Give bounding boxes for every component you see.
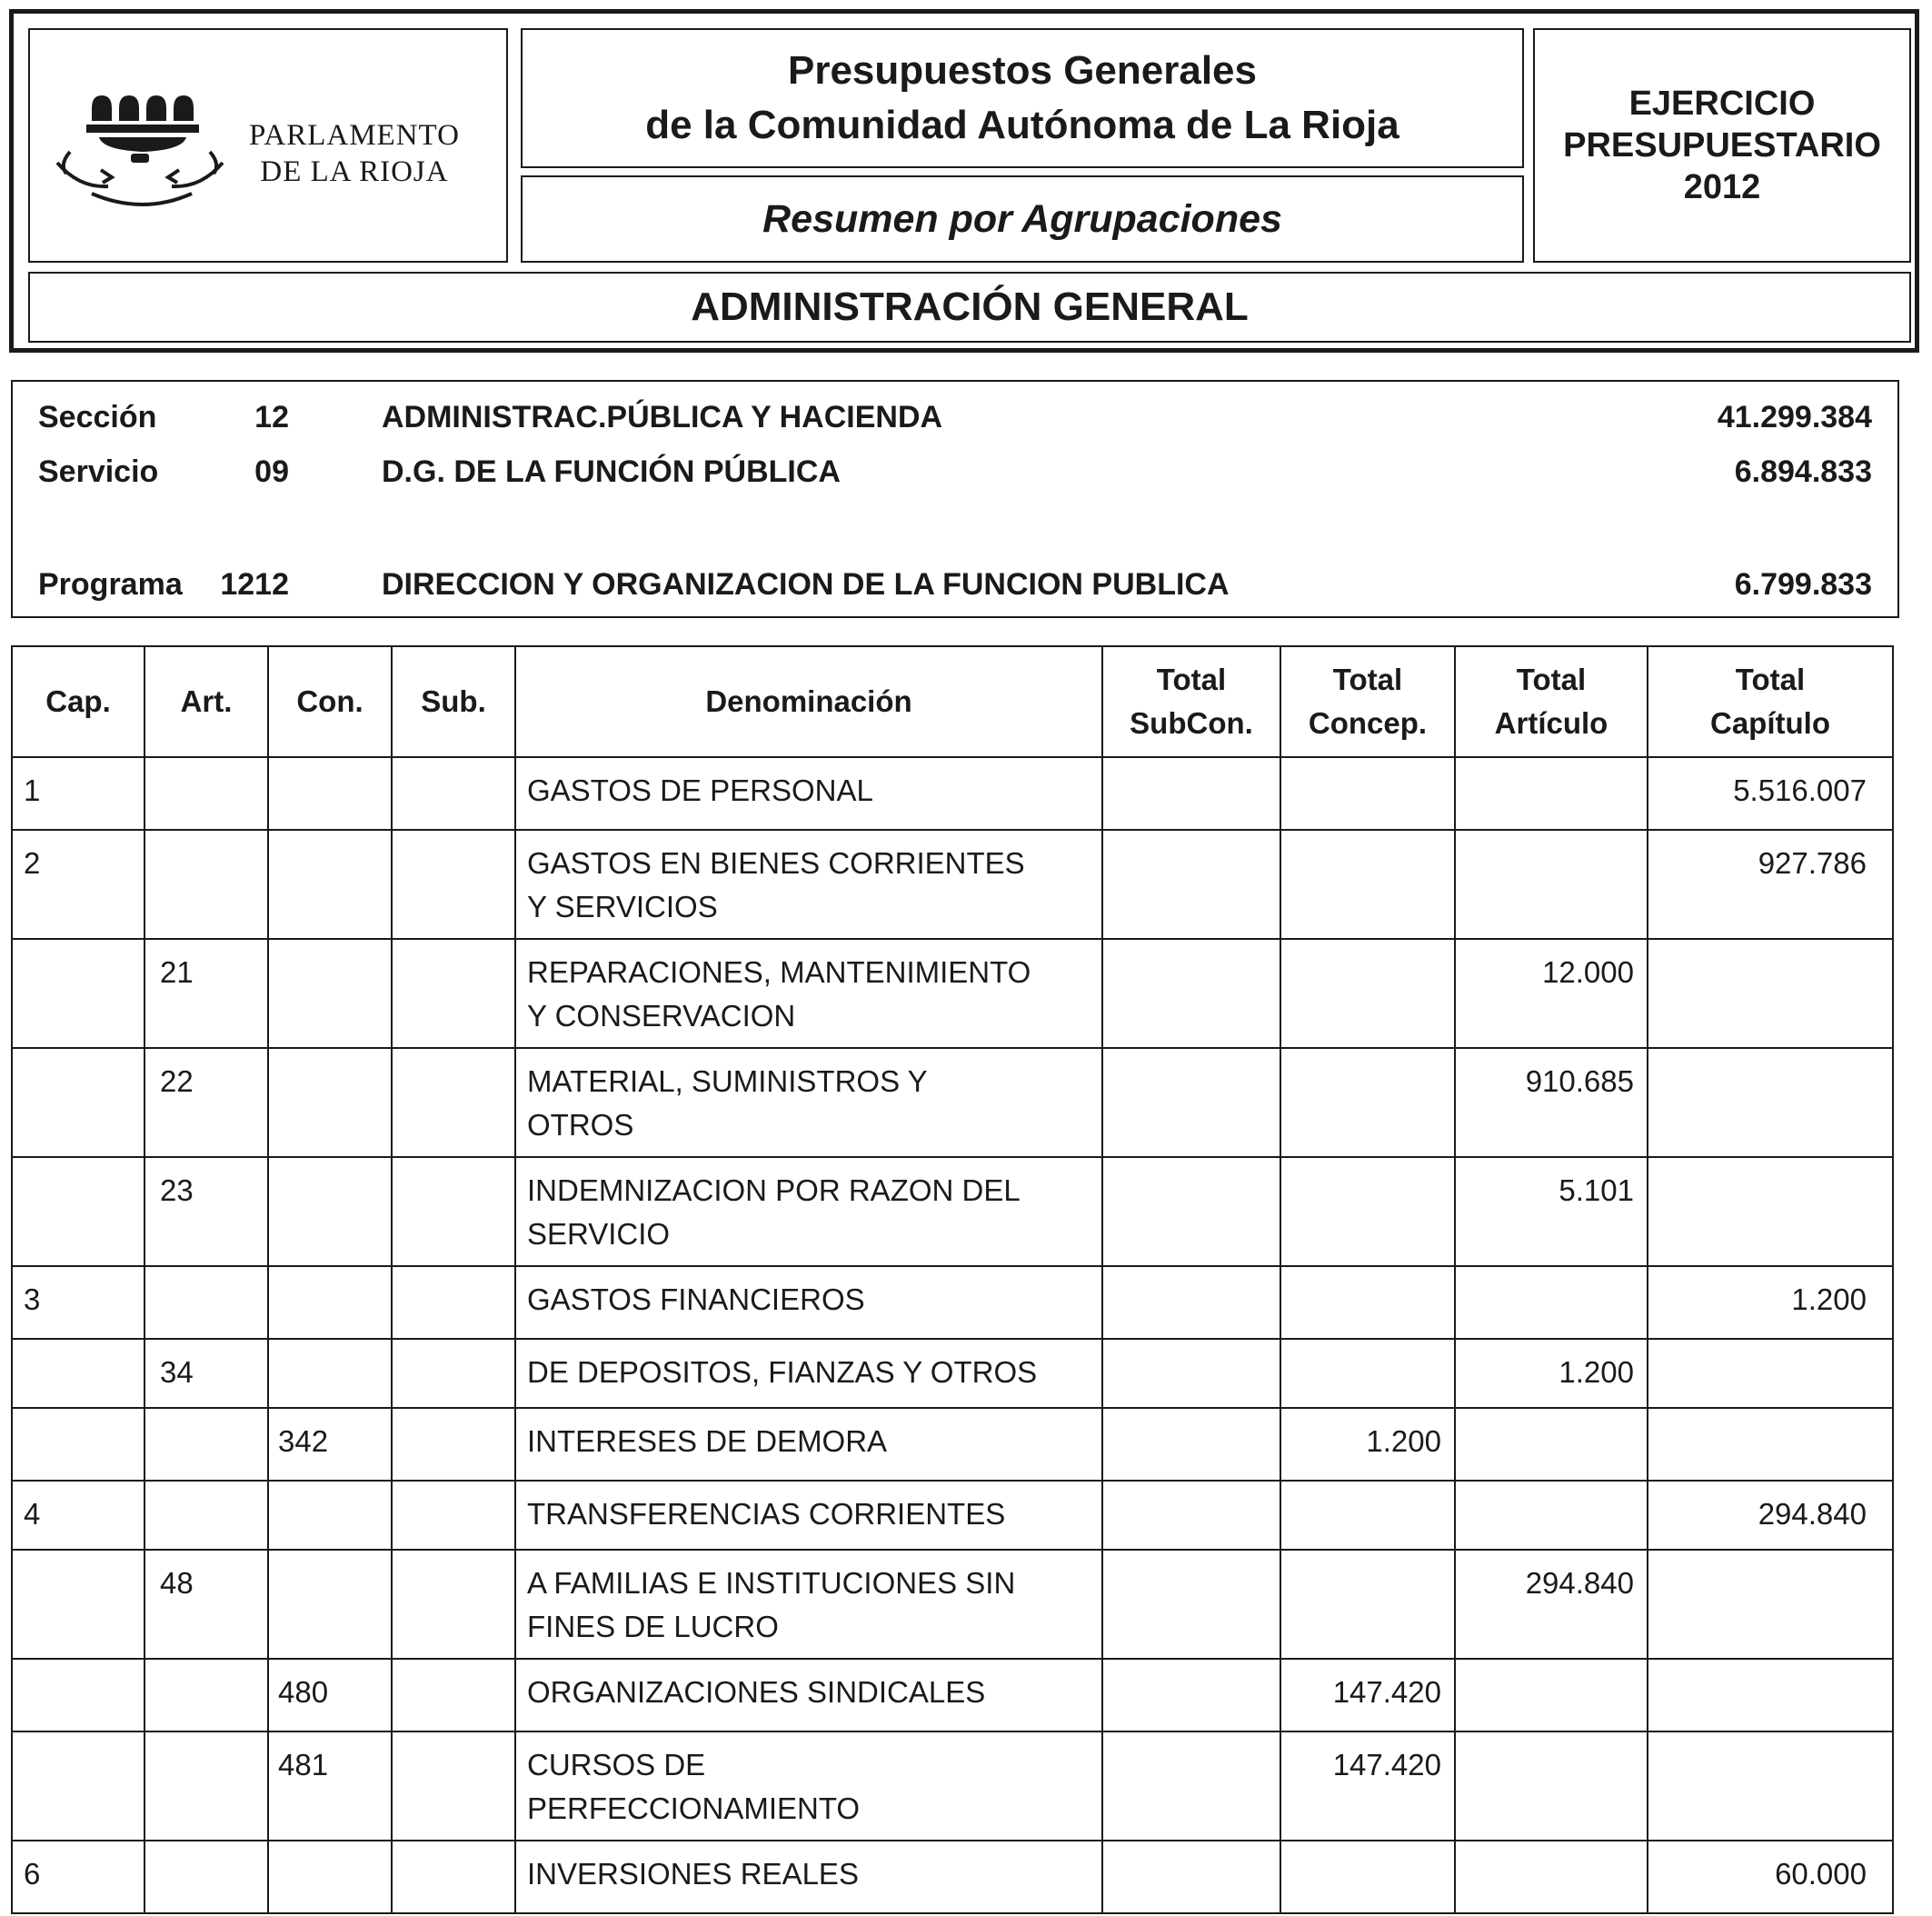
cell-total-articulo: 1.200	[1455, 1339, 1648, 1408]
cell-art	[144, 1408, 268, 1481]
table-row	[12, 1841, 1893, 1913]
header-art: Art.	[144, 646, 268, 757]
cell-cap	[12, 1157, 144, 1266]
table-row	[12, 939, 1893, 1048]
programa-label: Programa	[38, 567, 183, 602]
cell-sub	[392, 1841, 515, 1913]
table-row	[12, 1731, 1893, 1841]
cell-total-articulo: 910.685	[1455, 1048, 1648, 1157]
cell-sub	[392, 1157, 515, 1266]
cell-sub	[392, 1048, 515, 1157]
cell-total-articulo	[1455, 757, 1648, 830]
cell-total-capitulo	[1648, 1659, 1893, 1731]
denominacion-line1: INDEMNIZACION POR RAZON DEL	[527, 1173, 1021, 1207]
cell-total-articulo	[1455, 1659, 1648, 1731]
grouping-title-box	[28, 272, 1911, 343]
table-row	[12, 1550, 1893, 1659]
cell-total-subcon	[1102, 1841, 1280, 1913]
programa-row	[13, 562, 1897, 607]
fiscal-year-box	[1533, 28, 1911, 263]
denominacion-line1: GASTOS FINANCIEROS	[527, 1282, 865, 1316]
cell-cap: 1	[12, 757, 144, 830]
denominacion-line1: GASTOS DE PERSONAL	[527, 773, 873, 807]
table-row	[12, 1408, 1893, 1481]
header-total-articulo: Total Artículo	[1455, 646, 1648, 757]
cell-con	[268, 830, 392, 939]
fiscal-year-line2: PRESUPUESTARIO	[1563, 126, 1881, 165]
cell-total-subcon	[1102, 1266, 1280, 1339]
cell-total-capitulo: 927.786	[1648, 830, 1893, 939]
fiscal-year-value: 2012	[1683, 168, 1761, 206]
denominacion-line2: FINES DE LUCRO	[527, 1610, 779, 1643]
cell-total-capitulo	[1648, 939, 1893, 1048]
cell-total-concep	[1280, 1048, 1455, 1157]
parliament-name-line1: PARLAMENTO	[249, 119, 460, 152]
cell-art: 34	[144, 1339, 268, 1408]
cell-art	[144, 1266, 268, 1339]
header-denominacion: Denominación	[515, 646, 1102, 757]
cell-denominacion	[515, 1408, 1102, 1481]
cell-total-subcon	[1102, 1408, 1280, 1481]
cell-cap	[12, 1048, 144, 1157]
denominacion-line2: Y SERVICIOS	[527, 890, 718, 923]
servicio-code: 09	[254, 454, 289, 489]
cell-con	[268, 1048, 392, 1157]
cell-con	[268, 939, 392, 1048]
table-row	[12, 1659, 1893, 1731]
cell-sub	[392, 1550, 515, 1659]
cell-cap: 2	[12, 830, 144, 939]
cell-sub	[392, 757, 515, 830]
cell-cap: 6	[12, 1841, 144, 1913]
servicio-amount: 6.894.833	[1734, 454, 1872, 489]
cell-denominacion	[515, 1048, 1102, 1157]
table-row	[12, 1266, 1893, 1339]
header-total-concep: Total Concep.	[1280, 646, 1455, 757]
denominacion-line1: TRANSFERENCIAS CORRIENTES	[527, 1497, 1006, 1531]
cell-total-articulo	[1455, 1841, 1648, 1913]
cell-denominacion	[515, 1266, 1102, 1339]
cell-total-concep: 147.420	[1280, 1731, 1455, 1841]
cell-total-subcon	[1102, 1339, 1280, 1408]
parliament-logo-box	[28, 28, 508, 263]
cell-total-articulo	[1455, 830, 1648, 939]
table-row	[12, 757, 1893, 830]
cell-total-subcon	[1102, 757, 1280, 830]
cell-denominacion	[515, 1339, 1102, 1408]
table-row	[12, 1481, 1893, 1550]
cell-total-subcon	[1102, 1157, 1280, 1266]
cell-denominacion	[515, 757, 1102, 830]
cell-sub	[392, 1339, 515, 1408]
cell-total-concep	[1280, 1157, 1455, 1266]
denominacion-line1: MATERIAL, SUMINISTROS Y	[527, 1064, 928, 1098]
cell-total-subcon	[1102, 1659, 1280, 1731]
cell-sub	[392, 1408, 515, 1481]
table-row	[12, 1157, 1893, 1266]
denominacion-line1: GASTOS EN BIENES CORRIENTES	[527, 846, 1025, 880]
cell-total-articulo	[1455, 1266, 1648, 1339]
cell-total-capitulo	[1648, 1408, 1893, 1481]
table-row	[12, 1339, 1893, 1408]
denominacion-line2: OTROS	[527, 1108, 634, 1142]
cell-con	[268, 757, 392, 830]
header-total-capitulo: Total Capítulo	[1648, 646, 1893, 757]
cell-total-concep	[1280, 1481, 1455, 1550]
seccion-label: Sección	[38, 400, 157, 434]
servicio-row	[13, 449, 1897, 494]
cell-total-articulo	[1455, 1481, 1648, 1550]
cell-total-concep	[1280, 939, 1455, 1048]
cell-total-articulo	[1455, 1408, 1648, 1481]
cell-total-subcon	[1102, 1550, 1280, 1659]
cell-cap: 3	[12, 1266, 144, 1339]
cell-denominacion	[515, 1481, 1102, 1550]
cell-total-articulo: 12.000	[1455, 939, 1648, 1048]
cell-total-articulo: 5.101	[1455, 1157, 1648, 1266]
programa-name: DIRECCION Y ORGANIZACION DE LA FUNCION PUBLICA	[382, 567, 1230, 602]
cell-total-concep: 1.200	[1280, 1408, 1455, 1481]
cell-total-capitulo	[1648, 1048, 1893, 1157]
programa-code: 1212	[220, 567, 289, 602]
cell-sub	[392, 1659, 515, 1731]
servicio-label: Servicio	[38, 454, 159, 489]
programa-amount: 6.799.833	[1734, 567, 1872, 602]
denominacion-line2: SERVICIO	[527, 1217, 671, 1251]
cell-art	[144, 1659, 268, 1731]
servicio-name: D.G. DE LA FUNCIÓN PÚBLICA	[382, 454, 841, 489]
cell-denominacion	[515, 1731, 1102, 1841]
budget-info-block	[11, 380, 1899, 618]
header-cap: Cap.	[12, 646, 144, 757]
cell-art	[144, 1841, 268, 1913]
cell-sub	[392, 1731, 515, 1841]
cell-art: 48	[144, 1550, 268, 1659]
cell-total-capitulo: 60.000	[1648, 1841, 1893, 1913]
cell-sub	[392, 1266, 515, 1339]
cell-total-capitulo: 1.200	[1648, 1266, 1893, 1339]
cell-sub	[392, 830, 515, 939]
cell-sub	[392, 1481, 515, 1550]
denominacion-line2: PERFECCIONAMIENTO	[527, 1791, 861, 1825]
cell-total-concep	[1280, 1339, 1455, 1408]
cell-denominacion	[515, 939, 1102, 1048]
cell-con: 342	[268, 1408, 392, 1481]
cell-total-capitulo: 294.840	[1648, 1481, 1893, 1550]
cell-denominacion	[515, 1157, 1102, 1266]
seccion-row	[13, 394, 1897, 440]
grouping-title: ADMINISTRACIÓN GENERAL	[691, 284, 1249, 329]
cell-con	[268, 1157, 392, 1266]
cell-cap	[12, 939, 144, 1048]
table-row	[12, 830, 1893, 939]
cell-con	[268, 1550, 392, 1659]
cell-total-subcon	[1102, 1048, 1280, 1157]
cell-total-capitulo	[1648, 1731, 1893, 1841]
cell-sub	[392, 939, 515, 1048]
cell-cap: 4	[12, 1481, 144, 1550]
cell-art	[144, 830, 268, 939]
cell-total-subcon	[1102, 830, 1280, 939]
document-subtitle: Resumen por Agrupaciones	[762, 196, 1282, 241]
budget-table	[11, 645, 1894, 1914]
document-subtitle-box	[521, 175, 1524, 263]
document-title-line2: de la Comunidad Autónoma de La Rioja	[645, 103, 1399, 147]
fiscal-year-line1: EJERCICIO	[1628, 85, 1816, 123]
document-header	[9, 9, 1919, 353]
cell-con	[268, 1266, 392, 1339]
seccion-amount: 41.299.384	[1717, 400, 1872, 434]
cell-total-concep	[1280, 757, 1455, 830]
cell-art	[144, 1481, 268, 1550]
denominacion-line1: ORGANIZACIONES SINDICALES	[527, 1675, 986, 1709]
cell-total-concep	[1280, 1550, 1455, 1659]
denominacion-line1: CURSOS DE	[527, 1748, 706, 1781]
cell-cap	[12, 1731, 144, 1841]
document-title-line1: Presupuestos Generales	[787, 48, 1257, 93]
cell-con	[268, 1339, 392, 1408]
cell-total-capitulo	[1648, 1157, 1893, 1266]
cell-total-concep	[1280, 830, 1455, 939]
cell-cap	[12, 1408, 144, 1481]
cell-total-capitulo: 5.516.007	[1648, 757, 1893, 830]
header-sub: Sub.	[392, 646, 515, 757]
cell-total-concep	[1280, 1266, 1455, 1339]
cell-con: 481	[268, 1731, 392, 1841]
cell-art	[144, 757, 268, 830]
cell-art: 23	[144, 1157, 268, 1266]
cell-denominacion	[515, 1841, 1102, 1913]
cell-cap	[12, 1550, 144, 1659]
document-title-box	[521, 28, 1524, 168]
denominacion-line1: INVERSIONES REALES	[527, 1857, 859, 1891]
header-con: Con.	[268, 646, 392, 757]
cell-total-capitulo	[1648, 1550, 1893, 1659]
cell-total-concep	[1280, 1841, 1455, 1913]
cell-total-capitulo	[1648, 1339, 1893, 1408]
seccion-name: ADMINISTRAC.PÚBLICA Y HACIENDA	[382, 400, 943, 434]
cell-con: 480	[268, 1659, 392, 1731]
cell-total-articulo: 294.840	[1455, 1550, 1648, 1659]
denominacion-line1: INTERESES DE DEMORA	[527, 1424, 888, 1458]
denominacion-line2: Y CONSERVACION	[527, 999, 796, 1033]
seccion-code: 12	[254, 400, 289, 434]
cell-art	[144, 1731, 268, 1841]
cell-cap	[12, 1659, 144, 1731]
cell-total-articulo	[1455, 1731, 1648, 1841]
table-row	[12, 1048, 1893, 1157]
cell-total-subcon	[1102, 1481, 1280, 1550]
cell-art: 22	[144, 1048, 268, 1157]
cell-denominacion	[515, 830, 1102, 939]
cell-total-concep: 147.420	[1280, 1659, 1455, 1731]
cell-art: 21	[144, 939, 268, 1048]
cell-con	[268, 1481, 392, 1550]
parliament-emblem-icon	[46, 75, 237, 212]
parliament-name	[223, 117, 486, 190]
cell-total-subcon	[1102, 1731, 1280, 1841]
header-total-subcon: Total SubCon.	[1102, 646, 1280, 757]
cell-total-subcon	[1102, 939, 1280, 1048]
table-body	[12, 757, 1893, 1913]
denominacion-line1: DE DEPOSITOS, FIANZAS Y OTROS	[527, 1355, 1038, 1389]
cell-denominacion	[515, 1550, 1102, 1659]
denominacion-line1: A FAMILIAS E INSTITUCIONES SIN	[527, 1566, 1016, 1600]
parliament-name-line2: DE LA RIOJA	[260, 155, 449, 188]
cell-cap	[12, 1339, 144, 1408]
denominacion-line1: REPARACIONES, MANTENIMIENTO	[527, 955, 1031, 989]
cell-denominacion	[515, 1659, 1102, 1731]
table-header-row	[12, 646, 1893, 757]
cell-con	[268, 1841, 392, 1913]
